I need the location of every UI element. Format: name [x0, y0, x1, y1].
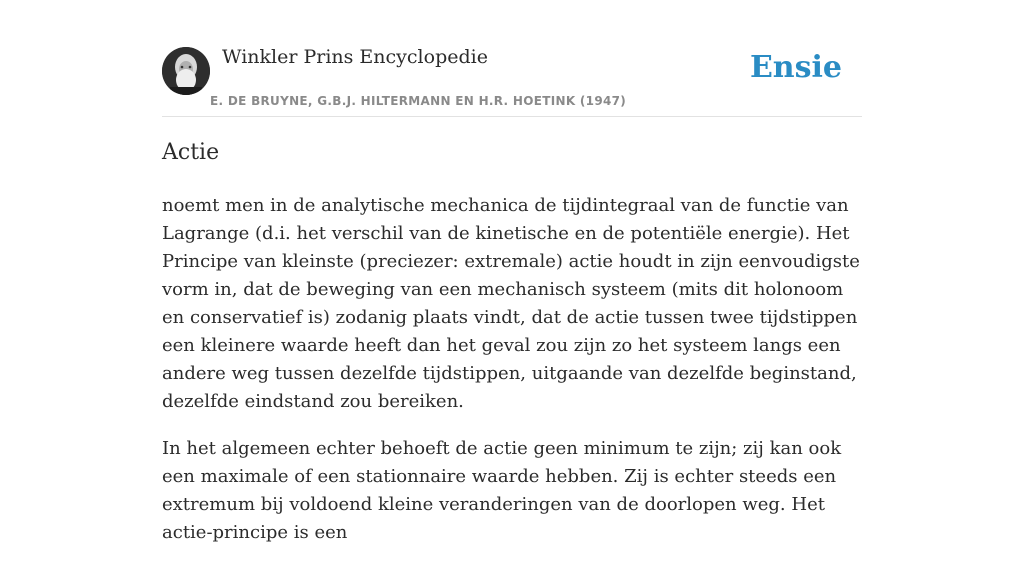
publication-title[interactable]: Winkler Prins Encyclopedie [222, 46, 488, 68]
page-header [162, 0, 862, 117]
article-body [162, 192, 862, 566]
portrait-image [162, 47, 210, 95]
page-container [162, 0, 862, 543]
author-avatar[interactable] [162, 47, 210, 95]
article-paragraph: In het algemeen echter behoeft de actie geen minimum te zijn; zij kan ook een maximale of een stationnaire waarde hebben. Zij is echter steeds een extremum bij voldoend kleine veranderingen van de doorlopen weg. Het actie-principe is een [162, 438, 842, 543]
article-paragraph: noemt men in de analytische mechanica de tijdintegraal van de functie van Lagrange (d.i. het verschil van de kinetische en de potentiële energie). Het Principe van kleinste (preciezer: extremale) actie houdt in zijn eenvoudigste vorm in, dat de beweging van een mechanisch systeem (mits dit holonoom en conservatief is) zodanig plaats vindt, dat de actie tussen twee tijdstippen een kleinere waarde heeft dan het geval zou zijn zo het systeem langs een andere weg tussen dezelfde tijdstippen, uitgaande van dezelfde beginstand, dezelfde eindstand zou bereiken. [162, 195, 860, 412]
publication-authors: E. DE BRUYNE, G.B.J. HILTERMANN EN H.R. HOETINK (1947) [210, 94, 627, 108]
brand-logo[interactable]: Ensie [749, 50, 842, 85]
article-title: Actie [162, 140, 220, 165]
